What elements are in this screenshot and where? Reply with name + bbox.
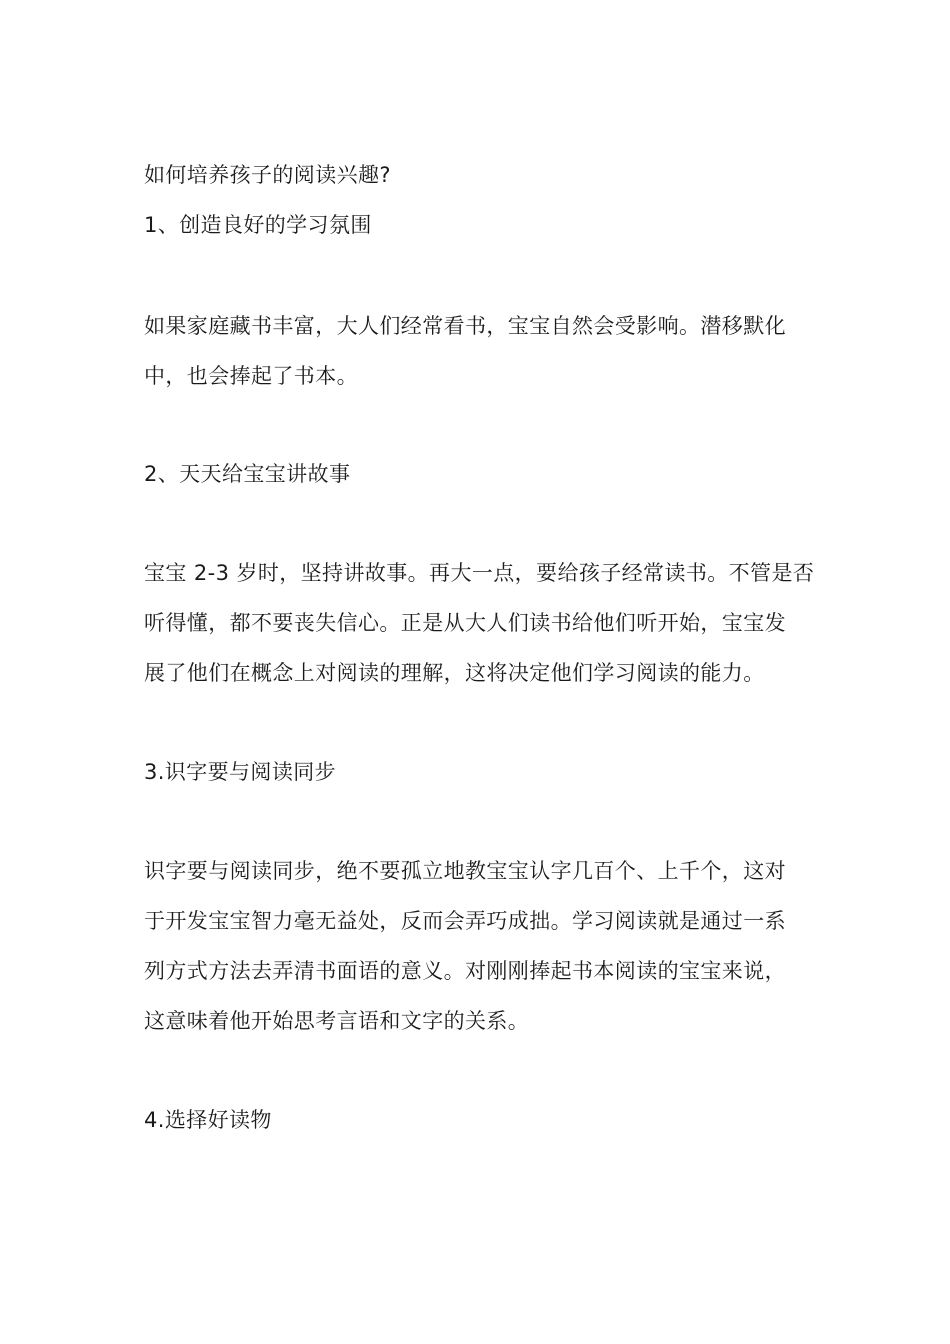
paragraph-1-line-2: 中，也会捧起了书本。 [144, 364, 358, 388]
section-heading-3: 3.识字要与阅读同步 [144, 760, 337, 784]
section-heading-1: 1、创造良好的学习氛围 [144, 213, 372, 237]
paragraph-3-line-1: 识字要与阅读同步，绝不要孤立地教宝宝认字几百个、上千个，这对 [144, 859, 786, 883]
paragraph-2-line-2: 听得懂，都不要丧失信心。正是从大人们读书给他们听开始，宝宝发 [144, 611, 786, 635]
section-heading-2: 2、天天给宝宝讲故事 [144, 462, 351, 486]
paragraph-3-line-2: 于开发宝宝智力毫无益处，反而会弄巧成拙。学习阅读就是通过一系 [144, 909, 786, 933]
paragraph-3-line-3: 列方式方法去弄清书面语的意义。对刚刚捧起书本阅读的宝宝来说， [144, 959, 786, 983]
document-title: 如何培养孩子的阅读兴趣? [144, 163, 391, 187]
paragraph-2-line-3: 展了他们在概念上对阅读的理解，这将决定他们学习阅读的能力。 [144, 661, 765, 685]
section-heading-4: 4.选择好读物 [144, 1108, 272, 1132]
paragraph-1-line-1: 如果家庭藏书丰富，大人们经常看书，宝宝自然会受影响。潜移默化 [144, 314, 786, 338]
paragraph-3-line-4: 这意味着他开始思考言语和文字的关系。 [144, 1009, 530, 1033]
paragraph-2-line-1: 宝宝 2-3 岁时，坚持讲故事。再大一点，要给孩子经常读书。不管是否 [144, 561, 814, 585]
